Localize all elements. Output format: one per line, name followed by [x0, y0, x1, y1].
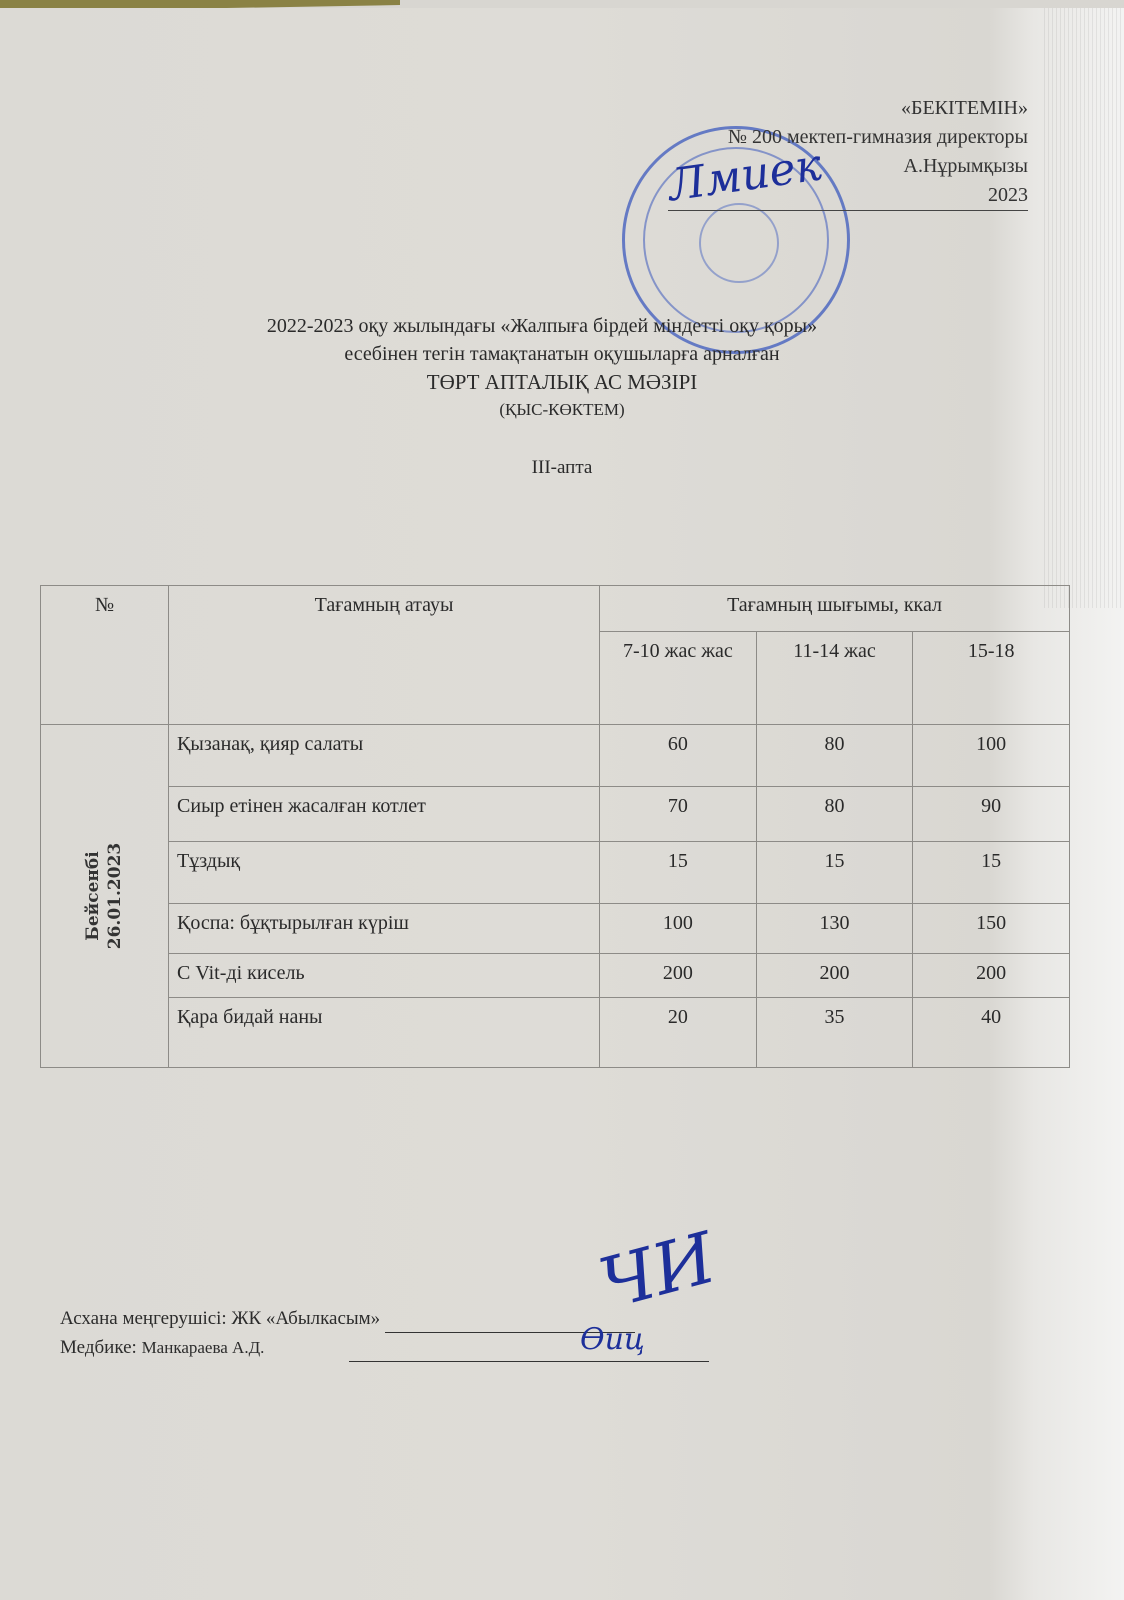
table-row — [41, 904, 1070, 954]
header-row — [41, 586, 1070, 632]
nurse-label: Медбике: — [60, 1337, 137, 1358]
approval-position: № 200 мектеп-гимназия директоры — [727, 126, 1028, 148]
table-row — [41, 725, 1070, 787]
value-7-10: 70 — [600, 787, 757, 842]
week-label: III-апта — [531, 457, 593, 478]
value-7-10: 200 — [600, 954, 757, 998]
header-dish-name: Тағамның атауы — [169, 586, 600, 725]
value-15-18: 40 — [913, 998, 1070, 1068]
dish-name: С Vit-ді кисель — [169, 954, 600, 998]
canteen-signature: ЧИ — [591, 1216, 724, 1326]
table-row — [41, 787, 1070, 842]
value-7-10: 60 — [600, 725, 757, 787]
value-15-18: 90 — [913, 787, 1070, 842]
header-age-11-14: 11-14 жас — [756, 632, 913, 725]
value-15-18: 15 — [913, 842, 1070, 904]
dish-name: Қара бидай наны — [169, 998, 600, 1068]
value-15-18: 100 — [913, 725, 1070, 787]
table-row — [41, 954, 1070, 998]
signature-line — [349, 1333, 709, 1362]
value-11-14: 15 — [756, 842, 913, 904]
director-signature: Лмиек — [665, 139, 825, 212]
value-7-10: 15 — [600, 842, 757, 904]
date: 26.01.2023 — [105, 842, 126, 950]
document-title — [0, 312, 1124, 482]
value-11-14: 35 — [756, 998, 913, 1068]
header-age-15-18: 15-18 — [913, 632, 1070, 725]
approval-heading: «БЕКІТЕМІН» — [900, 97, 1028, 119]
value-15-18: 200 — [913, 954, 1070, 998]
weekday: Бейсенбі — [83, 851, 104, 941]
value-11-14: 200 — [756, 954, 913, 998]
dish-name: Қоспа: бұқтырылған күріш — [169, 904, 600, 954]
dish-name: Сиыр етінен жасалған котлет — [169, 787, 600, 842]
day-cell — [41, 725, 169, 1068]
approval-name: А.Нұрымқызы — [903, 155, 1028, 177]
title-line-1: 2022-2023 оқу жылындағы «Жалпыға бірдей міндетті оқу қоры» — [266, 315, 818, 337]
value-11-14: 80 — [756, 787, 913, 842]
page-edge-shadow — [1044, 8, 1124, 608]
day-label — [83, 843, 127, 949]
menu-table — [40, 585, 1070, 1068]
value-11-14: 80 — [756, 725, 913, 787]
nurse-signature: Ѳиц — [580, 1322, 645, 1357]
dish-name: Тұздық — [169, 842, 600, 904]
table-row — [41, 998, 1070, 1068]
header-age-7-10: 7-10 жас жас — [600, 632, 757, 725]
value-7-10: 100 — [600, 904, 757, 954]
title-season: (ҚЫС-КӨКТЕМ) — [499, 400, 625, 419]
title-line-2: есебінен тегін тамақтанатын оқушыларға арналған — [344, 343, 780, 365]
value-15-18: 150 — [913, 904, 1070, 954]
dish-name: Қызанақ, қияр салаты — [169, 725, 600, 787]
value-7-10: 20 — [600, 998, 757, 1068]
approval-block — [668, 94, 1028, 211]
header-number: № — [41, 586, 169, 725]
title-line-3: ТӨРТ АПТАЛЫҚ АС МӘЗІРІ — [426, 370, 698, 394]
canteen-manager-label: Асхана меңгерушісі: ЖК «Абылкасым» — [60, 1308, 381, 1329]
nurse-name: Манкараева А.Д. — [141, 1338, 265, 1357]
table-row — [41, 842, 1070, 904]
approval-year: 2023 — [668, 181, 1028, 211]
header-output: Тағамның шығымы, ккал — [600, 586, 1070, 632]
value-11-14: 130 — [756, 904, 913, 954]
